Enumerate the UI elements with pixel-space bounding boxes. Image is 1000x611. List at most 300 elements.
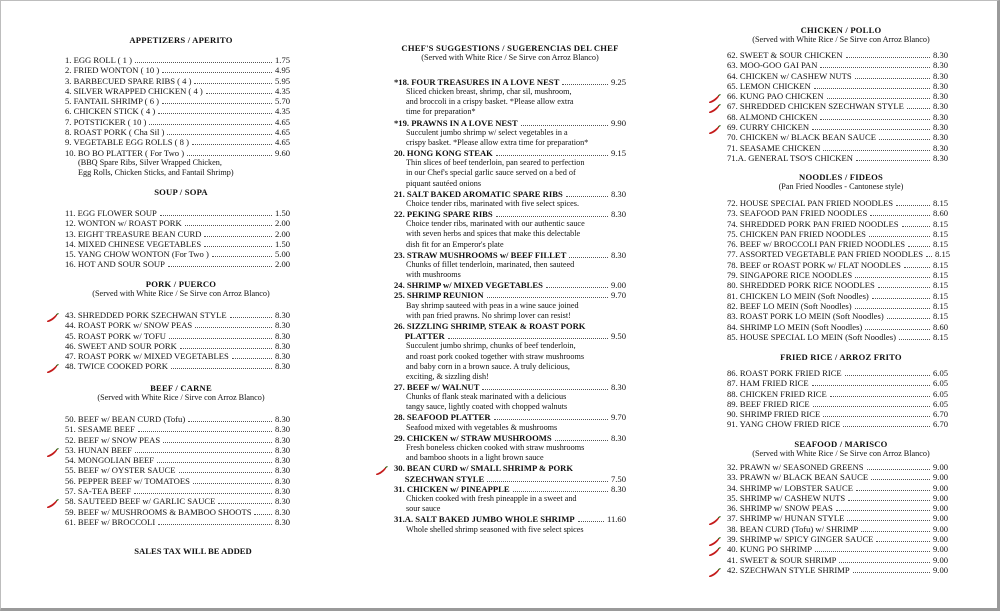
menu-item-name: 35. SHRIMP w/ CASHEW NUTS <box>727 492 846 503</box>
dot-leader <box>230 317 272 318</box>
menu-item-price: 4.65 <box>275 127 291 138</box>
menu-item-name: 21. SALT BAKED AROMATIC SPARE RIBS <box>394 188 563 199</box>
menu-item-price: 9.00 <box>933 544 949 555</box>
dot-leader <box>855 78 930 79</box>
menu-item-price: 6.05 <box>933 368 949 378</box>
section-beef <box>65 383 297 527</box>
menu-item <box>727 291 955 301</box>
section-subtitle: (Served with White Rice / Sirve con Arroz Blanco) <box>97 393 265 402</box>
menu-item-name: SZECHWAN STYLE <box>394 473 485 484</box>
menu-item-description: Seafood mixed with vegetables & mushrooms <box>406 422 558 432</box>
dot-leader <box>861 531 930 532</box>
menu-item <box>65 96 297 106</box>
chili-pepper-icon <box>46 445 60 455</box>
menu-item-price: 8.30 <box>933 111 949 122</box>
menu-item <box>394 280 626 290</box>
dot-leader <box>157 462 272 463</box>
item-list <box>65 208 297 270</box>
section-subtitle: (Pan Fried Noodles - Cantonese style) <box>778 182 904 191</box>
dot-leader <box>158 113 272 114</box>
item-list <box>727 50 955 163</box>
menu-item <box>394 433 626 463</box>
menu-item-name: 47. ROAST PORK w/ MIXED VEGETABLES <box>65 351 229 362</box>
menu-item-name: 71.A. GENERAL TSO'S CHICKEN <box>727 152 853 163</box>
menu-item-row <box>727 378 955 388</box>
section-title: NOODLES / FIDEOS <box>799 172 883 182</box>
section-fried-rice <box>727 352 955 430</box>
menu-item <box>394 484 626 514</box>
menu-item <box>727 112 955 122</box>
menu-item-name: 34. SHRIMP w/ LOBSTER SAUCE <box>727 482 853 493</box>
menu-item <box>65 476 297 486</box>
menu-item-row <box>727 291 955 301</box>
chili-pepper-icon <box>708 513 722 523</box>
menu-item-price: 8.30 <box>275 465 291 476</box>
menu-item-name: 46. SWEET AND SOUR PORK <box>65 340 177 351</box>
dot-leader <box>908 246 930 247</box>
dot-leader <box>254 514 272 515</box>
menu-item-price: 9.25 <box>610 77 626 87</box>
menu-item-row <box>65 361 297 371</box>
menu-item-row <box>65 106 297 116</box>
menu-item <box>65 239 297 249</box>
menu-item <box>65 320 297 330</box>
menu-item-price: 8.30 <box>275 486 291 497</box>
dot-leader <box>887 318 930 319</box>
menu-item <box>727 219 955 229</box>
section-subtitle: (Served with White Rice / Se Sirve con Arroz Blanco) <box>421 53 599 62</box>
menu-item-name: 31.A. SALT BAKED JUMBO WHOLE SHRIMP <box>394 514 575 525</box>
dot-leader <box>869 236 930 237</box>
menu-item-name: 67. SHREDDED CHICKEN SZECHWAN STYLE <box>727 101 904 112</box>
menu-item-row <box>727 50 955 60</box>
dot-leader <box>188 421 272 422</box>
menu-item-row <box>394 148 626 158</box>
menu-item-name: *18. FOUR TREASURES IN A LOVE NEST <box>394 77 560 87</box>
dot-leader <box>815 551 930 552</box>
menu-item-price: 4.65 <box>275 116 291 127</box>
menu-item-price: 9.00 <box>933 554 949 565</box>
menu-item-price: 8.30 <box>610 249 626 260</box>
menu-item-row-continued <box>394 474 626 484</box>
menu-item-price: 9.00 <box>933 492 949 503</box>
dot-leader <box>555 440 608 441</box>
menu-item-price: 8.30 <box>933 132 949 143</box>
menu-item-price: 8.30 <box>610 209 626 220</box>
item-list <box>727 368 955 430</box>
menu-item-row <box>394 463 626 473</box>
menu-item-price: 6.05 <box>933 398 949 409</box>
menu-item-name: 39. SHRIMP w/ SPICY GINGER SAUCE <box>727 534 874 545</box>
dot-leader <box>876 541 930 542</box>
menu-item-row <box>727 71 955 81</box>
menu-item-row-continued <box>394 331 626 341</box>
dot-leader <box>836 510 930 511</box>
menu-item-price: 8.60 <box>933 321 949 332</box>
section-title: CHICKEN / POLLO <box>800 25 882 35</box>
dot-leader <box>846 57 930 58</box>
menu-item-price: 8.30 <box>933 142 949 153</box>
menu-item-price: 8.60 <box>933 208 949 219</box>
menu-item-row <box>65 435 297 445</box>
menu-item-price: 1.50 <box>275 238 291 249</box>
menu-item-price: 8.30 <box>275 310 291 320</box>
menu-item-name: 26. SIZZLING SHRIMP, STEAK & ROAST PORK <box>394 320 586 331</box>
menu-item-row <box>65 496 297 506</box>
menu-item-row <box>727 544 955 554</box>
menu-item-price: 2.00 <box>275 228 291 239</box>
menu-item-row <box>65 465 297 475</box>
menu-item-row <box>65 249 297 259</box>
menu-item-name: 10. BO BO PLATTER ( For Two ) <box>65 147 185 158</box>
menu-item-row <box>727 270 955 280</box>
dot-leader <box>135 62 272 63</box>
menu-item-row <box>65 445 297 455</box>
menu-item-name: 76. BEEF w/ BROCCOLI PAN FRIED NOODLES <box>727 239 906 250</box>
menu-item-price: 8.15 <box>933 270 949 281</box>
chili-pepper-icon <box>708 534 722 544</box>
dot-leader <box>448 338 608 339</box>
menu-item <box>727 249 955 259</box>
menu-item-name: 88. CHICKEN FRIED RICE <box>727 388 827 399</box>
menu-item-row <box>727 81 955 91</box>
menu-item-name: PLATTER <box>394 331 445 342</box>
menu-item-price: 8.15 <box>933 311 949 322</box>
menu-item <box>65 445 297 455</box>
menu-item-name: 27. BEEF w/ WALNUT <box>394 381 480 392</box>
menu-item-name: 29. CHICKEN w/ STRAW MUSHROOMS <box>394 432 552 443</box>
chili-pepper-icon <box>708 101 722 111</box>
menu-item-row <box>727 513 955 523</box>
dot-leader <box>856 490 930 491</box>
menu-item-price: 8.30 <box>933 101 949 112</box>
menu-item-price: 8.30 <box>933 50 949 60</box>
section-title: APPETIZERS / APERITO <box>129 35 233 45</box>
menu-item <box>727 409 955 419</box>
dot-leader <box>496 216 608 217</box>
dot-leader <box>878 287 930 288</box>
menu-item-price: 8.30 <box>275 455 291 466</box>
menu-item <box>394 209 626 250</box>
menu-item-row <box>65 137 297 147</box>
menu-item-row <box>65 424 297 434</box>
menu-item-description: Thin slices of beef tenderloin, pan seared to perfection in our Chef's special garlic sauce served on a bed of piquant sautéed onions <box>406 158 585 188</box>
menu-item-price: 8.30 <box>275 351 291 362</box>
menu-item-price: 5.00 <box>275 249 291 260</box>
menu-item-name: 57. SA-TEA BEEF <box>65 486 132 497</box>
menu-item-row <box>394 433 626 443</box>
menu-item-row <box>727 239 955 249</box>
menu-item <box>727 229 955 239</box>
dot-leader <box>204 236 272 237</box>
menu-item-name: 5. FANTAIL SHRIMP ( 6 ) <box>65 96 160 107</box>
menu-item-name: 48. TWICE COOKED PORK <box>65 361 168 372</box>
menu-item <box>727 462 955 472</box>
menu-item-row <box>727 208 955 218</box>
menu-item <box>727 91 955 101</box>
menu-item-price: 8.15 <box>933 239 949 250</box>
dot-leader <box>872 298 930 299</box>
menu-item <box>65 76 297 86</box>
dot-leader <box>904 267 930 268</box>
menu-item <box>727 524 955 534</box>
menu-item-row <box>727 280 955 290</box>
dot-leader <box>521 125 608 126</box>
menu-item-description: Succulent jumbo shrimp, chunks of beef tenderloin, and roast pork cooked together with straw mushrooms and baby corn in a brown sauce. A truly delicious, exciting, & sizzling dish! <box>406 341 585 381</box>
menu-item-row <box>65 117 297 127</box>
menu-item-price: 8.30 <box>610 432 626 443</box>
dot-leader <box>823 416 930 417</box>
menu-item-price: 9.00 <box>933 513 949 524</box>
menu-item-name: 78. BEEF or ROAST PORK w/ FLAT NOODLES <box>727 259 901 270</box>
menu-item-row <box>727 483 955 493</box>
menu-item-row <box>727 229 955 239</box>
menu-item <box>394 412 626 432</box>
dot-leader <box>513 491 608 492</box>
menu-item-name: 40. KUNG PO SHRIMP <box>727 544 812 555</box>
menu-item-price: 9.60 <box>275 147 291 158</box>
dot-leader <box>812 129 930 130</box>
menu-item <box>65 229 297 239</box>
menu-item-price: 8.15 <box>933 300 949 311</box>
dot-leader <box>845 375 930 376</box>
menu-item-description: Sliced chicken breast, shrimp, char sil, mushroom, and broccoli in a crispy basket. *Please allow extra time for preparation* <box>406 87 574 117</box>
menu-item-price: 8.15 <box>933 331 949 342</box>
menu-item <box>65 208 297 218</box>
menu-item <box>65 249 297 259</box>
menu-item-row <box>394 280 626 290</box>
menu-item-row <box>727 260 955 270</box>
dot-leader <box>160 215 272 216</box>
dot-leader <box>578 521 604 522</box>
chili-pepper-icon <box>375 463 389 473</box>
menu-item-name: 33. PRAWN w/ BLACK BEAN SAUCE <box>727 472 869 483</box>
chili-pepper-icon <box>46 310 60 320</box>
menu-item <box>394 463 626 484</box>
dot-leader <box>867 469 930 470</box>
menu-item-name: 51. SESAME BEEF <box>65 424 135 435</box>
menu-item-description: Chunks of flank steak marinated with a delicious tangy sauce, lightly coated with chopped walnuts <box>406 392 568 412</box>
menu-item-row <box>727 122 955 132</box>
dot-leader <box>902 226 930 227</box>
dot-leader <box>907 108 930 109</box>
menu-item <box>65 117 297 127</box>
menu-item-name: 6. CHICKEN STICK ( 4 ) <box>65 106 156 117</box>
dot-leader <box>185 225 272 226</box>
dot-leader <box>827 98 930 99</box>
menu-item-name: 54. MONGOLIAN BEEF <box>65 455 155 466</box>
menu-item <box>727 513 955 523</box>
section-chefs-suggestions <box>394 43 626 535</box>
menu-item-price: 6.05 <box>933 378 949 389</box>
menu-item <box>727 534 955 544</box>
menu-item <box>727 280 955 290</box>
menu-item-note: (BBQ Spare Ribs, Silver Wrapped Chicken, Egg Rolls, Chicken Sticks, and Fantail Shrimp) <box>78 157 234 177</box>
menu-item-row <box>65 208 297 218</box>
menu-item-row <box>394 250 626 260</box>
menu-item-row <box>727 534 955 544</box>
menu-item <box>65 424 297 434</box>
menu-item-description: Whole shelled shrimp seasoned with five select spices <box>406 524 584 534</box>
dot-leader <box>839 562 930 563</box>
menu-item <box>394 514 626 534</box>
menu-item <box>394 77 626 118</box>
menu-item-name: 66. KUNG PAO CHICKEN <box>727 91 824 102</box>
menu-item <box>727 208 955 218</box>
menu-item <box>394 382 626 412</box>
menu-item <box>727 368 955 378</box>
menu-item-price: 8.30 <box>275 330 291 341</box>
menu-item-price: 8.30 <box>610 188 626 199</box>
menu-item-price: 9.00 <box>933 503 949 514</box>
menu-item-row <box>394 514 626 524</box>
menu-item-price: 11.60 <box>606 514 626 525</box>
menu-item-name: 25. SHRIMP REUNION <box>394 290 484 301</box>
menu-item <box>65 341 297 351</box>
menu-item-name: 81. CHICKEN LO MEIN (Soft Noodles) <box>727 290 869 301</box>
menu-item <box>727 260 955 270</box>
menu-item-row <box>65 127 297 137</box>
section-pork <box>65 279 297 372</box>
menu-item <box>727 153 955 163</box>
menu-item-price: 8.30 <box>933 152 949 163</box>
menu-item-price: 8.30 <box>933 70 949 81</box>
dot-leader <box>546 287 608 288</box>
menu-item-row <box>394 189 626 199</box>
dot-leader <box>813 406 930 407</box>
menu-item-price: 8.30 <box>275 444 291 455</box>
menu-item-row <box>727 60 955 70</box>
menu-item-price: 9.15 <box>610 148 626 159</box>
dot-leader <box>163 442 272 443</box>
menu-item <box>727 122 955 132</box>
menu-item-name: 32. PRAWN w/ SEASONED GREENS <box>727 462 864 472</box>
menu-item-price: 4.35 <box>275 85 291 96</box>
menu-item-name: 70. CHICKEN w/ BLACK BEAN SAUCE <box>727 132 876 143</box>
menu-item-price: 8.30 <box>275 361 291 372</box>
menu-item-row <box>727 101 955 111</box>
dot-leader <box>853 572 930 573</box>
menu-item-name: 87. HAM FRIED RICE <box>727 378 809 389</box>
menu-item-name: 4. SILVER WRAPPED CHICKEN ( 4 ) <box>65 85 203 96</box>
dot-leader <box>820 67 930 68</box>
menu-item <box>727 239 955 249</box>
menu-item <box>727 71 955 81</box>
menu-item-row <box>65 239 297 249</box>
dot-leader <box>562 84 608 85</box>
menu-item <box>727 419 955 429</box>
item-list <box>65 310 297 372</box>
menu-item-name: 62. SWEET & SOUR CHICKEN <box>727 50 843 60</box>
menu-item-row <box>65 455 297 465</box>
item-list <box>727 462 955 575</box>
menu-item-price: 8.30 <box>275 475 291 486</box>
menu-item-name: 38. BEAN CURD (Tofu) w/ SHRIMP <box>727 523 859 534</box>
menu-item-name: 84. SHRIMP LO MEIN (Soft Noodles) <box>727 321 863 332</box>
section-subtitle: (Served with White Rice / Se Sirve con Arroz Blanco) <box>92 289 270 298</box>
menu-item-row <box>394 484 626 494</box>
menu-item-name: 15. YANG CHOW WONTON (For Two ) <box>65 249 209 260</box>
dot-leader <box>566 196 608 197</box>
menu-item-price: 8.30 <box>275 340 291 351</box>
menu-item <box>65 86 297 96</box>
section-title: PORK / PUERCO <box>145 279 217 289</box>
menu-item-price: 8.30 <box>275 506 291 517</box>
chili-pepper-icon <box>708 122 722 132</box>
menu-item-row <box>65 486 297 496</box>
menu-item <box>65 106 297 116</box>
menu-item-row <box>65 331 297 341</box>
menu-item-name: 13. EIGHT TREASURE BEAN CURD <box>65 228 202 239</box>
menu-item-description: Bay shrimp sauteed with peas in a wine sauce joined with pan fried prawns. No shrimp lover can resist! <box>406 300 579 320</box>
menu-item-row <box>727 555 955 565</box>
menu-item <box>65 496 297 506</box>
dot-leader <box>899 339 930 340</box>
menu-item-row <box>394 290 626 300</box>
menu-item-price: 8.30 <box>933 80 949 91</box>
menu-item-row <box>727 389 955 399</box>
menu-item <box>394 118 626 148</box>
menu-item-row <box>727 219 955 229</box>
menu-item-name: 52. BEEF w/ SNOW PEAS <box>65 434 161 445</box>
chili-pepper-icon <box>708 565 722 575</box>
menu-item-price: 6.05 <box>933 388 949 399</box>
menu-item <box>727 301 955 311</box>
menu-item-row <box>65 229 297 239</box>
section-soup <box>65 187 297 270</box>
menu-item-price: 9.00 <box>933 534 949 545</box>
section-title: SEAFOOD / MARISCO <box>794 439 888 449</box>
menu-item-name: 9. VEGETABLE EGG ROLLS ( 8 ) <box>65 137 189 148</box>
menu-item <box>394 321 626 382</box>
menu-item-row <box>65 218 297 228</box>
menu-item <box>65 414 297 424</box>
menu-item-row <box>727 322 955 332</box>
menu-item-name: 72. HOUSE SPECIAL PAN FRIED NOODLES <box>727 198 894 208</box>
menu-item <box>65 259 297 269</box>
item-list <box>727 198 955 342</box>
menu-item-price: 8.30 <box>933 91 949 102</box>
dot-leader <box>218 503 272 504</box>
menu-item <box>65 310 297 320</box>
menu-item <box>65 351 297 361</box>
menu-item-name: 23. STRAW MUSHROOMS w/ BEEF FILLET <box>394 249 567 260</box>
section-title: CHEF'S SUGGESTIONS / SUGERENCIAS DEL CHEF <box>401 43 619 53</box>
menu-item <box>65 218 297 228</box>
menu-item-name: *19. PRAWNS IN A LOVE NEST <box>394 117 518 128</box>
dot-leader <box>180 348 272 349</box>
section-subtitle: (Served with White Rice / Se Sirve con Arroz Blanco) <box>752 35 930 44</box>
dot-leader <box>856 160 930 161</box>
dot-leader <box>138 431 272 432</box>
menu-item <box>65 55 297 65</box>
dot-leader <box>823 150 930 151</box>
menu-item-row <box>394 77 626 87</box>
menu-item <box>394 250 626 280</box>
menu-item-name: 65. LEMON CHICKEN <box>727 80 811 91</box>
menu-item-name: 14. MIXED CHINESE VEGETABLES <box>65 238 202 249</box>
menu-item-description: Succulent jumbo shrimp w/ select vegetables in a crispy basket. *Please allow extra time for preparation* <box>406 127 589 147</box>
section-title: FRIED RICE / ARROZ FRITO <box>780 352 902 362</box>
menu-item-name: 42. SZECHWAN STYLE SHRIMP <box>727 564 850 575</box>
menu-item <box>727 389 955 399</box>
menu-item-row <box>727 91 955 101</box>
menu-item-row <box>65 55 297 65</box>
menu-item-name: 56. PEPPER BEEF w/ TOMATOES <box>65 475 190 486</box>
menu-item-row <box>727 332 955 342</box>
menu-item <box>727 332 955 342</box>
menu-item-price: 8.15 <box>933 259 949 270</box>
